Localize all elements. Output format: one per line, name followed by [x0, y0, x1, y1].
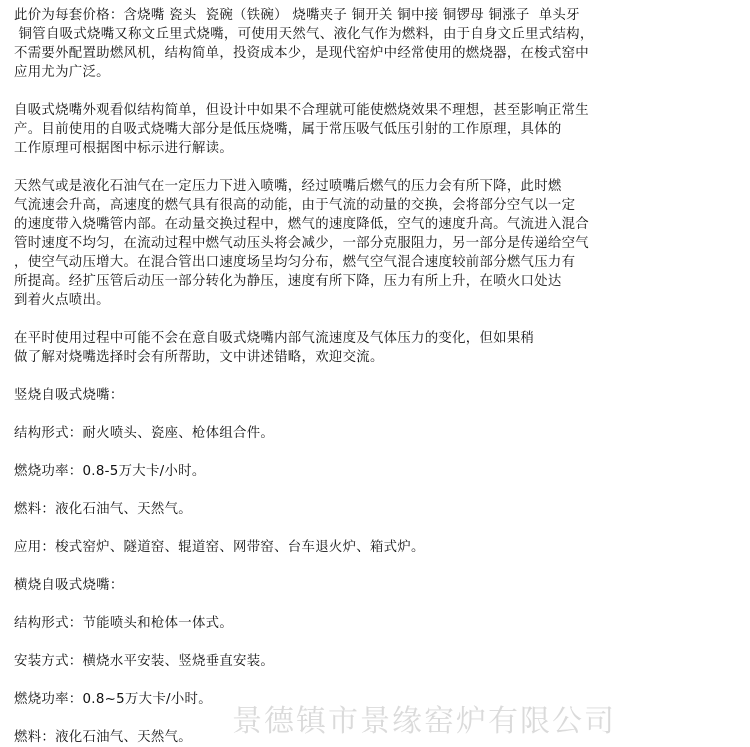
text-line: 做了解对烧嘴选择时会有所帮助，文中讲述错略，欢迎交流。: [14, 350, 384, 365]
text-line: 竖烧自吸式烧嘴：: [14, 388, 124, 403]
text-line: 横烧自吸式烧嘴：: [14, 578, 124, 593]
paragraph-gap: [14, 405, 744, 424]
text-line: 到着火点喷出。: [14, 293, 110, 308]
company-watermark: 景德镇市景缘窑炉有限公司: [232, 704, 616, 739]
paragraph-gap: [14, 443, 744, 462]
text-line: 燃烧功率：0.8~5万大卡/小时。: [14, 692, 212, 707]
paragraph-gap: [14, 367, 744, 386]
paragraph-gap: [14, 557, 744, 576]
text-line: ，使空气动压增大。在混合管出口速度场呈均匀分布，燃气空气混合速度较前部分燃气压力有: [14, 255, 576, 270]
paragraph-gap: [14, 519, 744, 538]
text-line: 安装方式：横烧水平安装、竖烧垂直安装。: [14, 654, 275, 669]
text-line: 产。目前使用的自吸式烧嘴大部分是低压烧嘴，属于常压吸气低压引射的工作原理，具体的: [14, 122, 562, 137]
text-line: 结构形式：节能喷头和枪体一体式。: [14, 616, 234, 631]
text-line: 铜管自吸式烧嘴又称文丘里式烧嘴，可使用天然气、液化气作为燃料，由于自身文丘里式结构，: [14, 27, 594, 42]
text-line: 此价为每套价格：含烧嘴 瓷头 瓷碗（铁碗） 烧嘴夹子 铜开关 铜中接 铜锣母 铜涨子 单头牙: [14, 8, 580, 23]
text-line: 所提高。经扩压管后动压一部分转化为静压，速度有所下降，压力有所上升，在喷火口处达: [14, 274, 562, 289]
text-line: 燃烧功率：0.8-5万大卡/小时。: [14, 464, 206, 479]
paragraph-gap: [14, 310, 744, 329]
paragraph-gap: [14, 633, 744, 652]
paragraph-gap: [14, 82, 744, 101]
text-line: 应用：梭式窑炉、隧道窑、辊道窑、网带窑、台车退火炉、箱式炉。: [14, 540, 425, 555]
text-line: 气流速会升高，高速度的燃气具有很高的动能，由于气流的动量的交换，会将部分空气以一定: [14, 198, 576, 213]
text-line: 不需要外配置助燃风机，结构简单，投资成本少，是现代窑炉中经常使用的燃烧器，在梭式窑中: [14, 46, 590, 61]
text-line: 管时速度不均匀，在流动过程中燃气动压头将会减少，一部分克服阻力，另一部分是传递给空气: [14, 236, 590, 251]
text-line: 燃料：液化石油气、天然气。: [14, 502, 192, 517]
text-line: 燃料：液化石油气、天然气。: [14, 730, 192, 745]
paragraph-gap: [14, 595, 744, 614]
text-line: 工作原理可根据图中标示进行解读。: [14, 141, 234, 156]
paragraph-gap: [14, 481, 744, 500]
text-line: 结构形式：耐火喷头、瓷座、枪体组合件。: [14, 426, 275, 441]
text-line: 应用尤为广泛。: [14, 65, 110, 80]
text-line: 的速度带入烧嘴管内部。在动量交换过程中，燃气的速度降低，空气的速度升高。气流进入混合: [14, 217, 590, 232]
paragraph-gap: [14, 158, 744, 177]
text-line: 天然气或是液化石油气在一定压力下进入喷嘴，经过喷嘴后燃气的压力会有所下降，此时燃: [14, 179, 562, 194]
document-body: [14, 6, 744, 747]
text-line: 在平时使用过程中可能不会在意自吸式烧嘴内部气流速度及气体压力的变化，但如果稍: [14, 331, 535, 346]
paragraph-gap: [14, 671, 744, 690]
text-line: 自吸式烧嘴外观看似结构简单，但设计中如果不合理就可能使燃烧效果不理想，甚至影响正常生: [14, 103, 590, 118]
